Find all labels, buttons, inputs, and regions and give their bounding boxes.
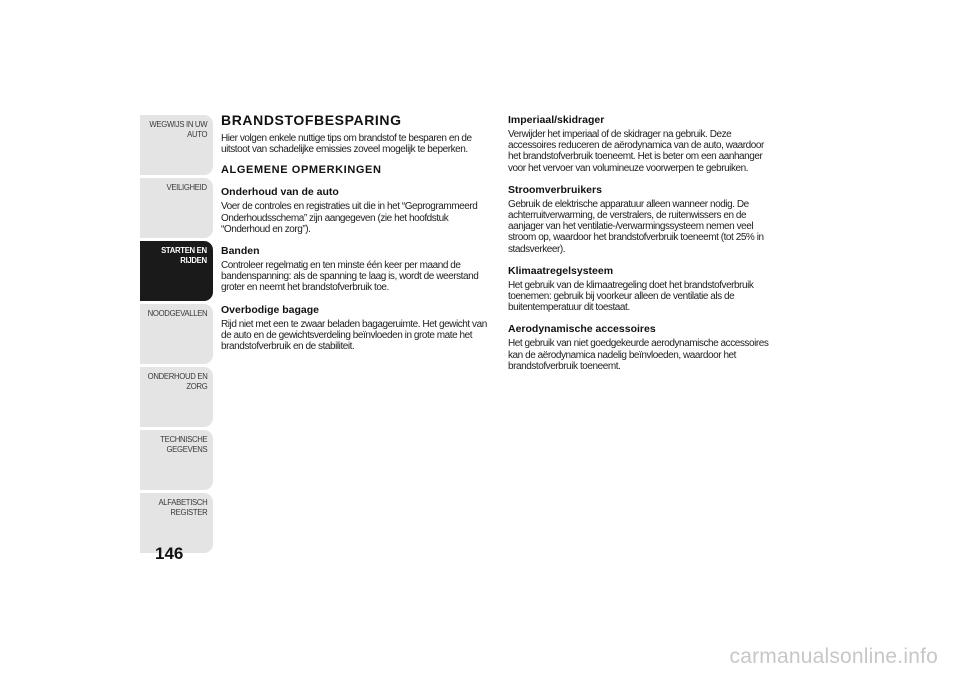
section-heading: Banden	[221, 245, 260, 258]
tab-technische-gegevens[interactable]	[140, 430, 213, 490]
tab-starten-en-rijden[interactable]	[140, 241, 213, 301]
section-heading: Klimaatregelsysteem	[508, 264, 614, 277]
tab-label: NOODGEVALLEN	[147, 308, 207, 318]
section-paragraph: Het gebruik van de klimaatregeling doet het brandstofverbruik toenemen: gebruik bij voorkeur alleen de ventilatie als de buitentemperatuur dit toestaat.	[508, 279, 754, 314]
tab-noodgevallen[interactable]	[140, 304, 213, 364]
tab-veiligheid[interactable]	[140, 178, 213, 238]
watermark-text: carmanualsonline.info	[729, 645, 938, 668]
tab-label: STARTEN EN RIJDEN	[161, 245, 207, 265]
tab-label: ONDERHOUD EN ZORG	[147, 371, 207, 391]
left-column	[221, 112, 491, 352]
right-column	[508, 112, 778, 372]
section-paragraph: Gebruik de elektrische apparatuur alleen wanneer nodig. De achterruitverwarming, de verstralers, de ruitenwissers en de aanjager van het ventilatie-/verwarmingssysteem nemen veel stroom op, waardoor het brandstofverbruik toeneemt (tot 25% in stadsverkeer).	[508, 198, 764, 255]
tab-onderhoud-en-zorg[interactable]	[140, 367, 213, 427]
tab-label: VEILIGHEID	[166, 182, 207, 192]
tab-label: ALFABETISCH REGISTER	[158, 497, 207, 517]
section-heading: Overbodige bagage	[221, 303, 320, 316]
section-heading: Stroomverbruikers	[508, 183, 602, 196]
section-heading: Onderhoud van de auto	[221, 186, 339, 199]
page-title: BRANDSTOFBESPARING	[221, 112, 402, 128]
section-paragraph: Controleer regelmatig en ten minste één keer per maand de bandenspanning: als de spanning te laag is, wordt de weerstand groter en neemt het brandstofverbruik toe.	[221, 260, 479, 294]
section-heading: Imperiaal/skidrager	[508, 114, 605, 126]
section-title: ALGEMENE OPMERKINGEN	[221, 164, 382, 177]
intro-paragraph: Hier volgen enkele nuttige tips om brandstof te besparen en de uitstoot van schadelijke emissies zoveel mogelijk te beperken.	[221, 133, 472, 156]
tab-label: TECHNISCHE GEGEVENS	[159, 434, 207, 454]
section-heading: Aerodynamische accessoires	[508, 323, 656, 336]
page-number: 146	[155, 544, 184, 563]
section-paragraph: Rijd niet met een te zwaar beladen bagageruimte. Het gewicht van de auto en de gewichtsverdeling beïnvloeden in grote mate het brandstofverbruik en de stabiliteit.	[221, 318, 487, 353]
section-paragraph: Verwijder het imperiaal of de skidrager na gebruik. Deze accessoires reduceren de aërodynamica van de auto, waardoor het brandstofverbruik toeneemt. Het is beter om een aanhanger voor het vervoer van volumineuze voorwerpen te gebruiken.	[508, 129, 764, 174]
section-paragraph: Voer de controles en registraties uit die in het “Geprogrammeerd Onderhoudsschema” zijn aangegeven (zie het hoofdstuk “Onderhoud en zorg”).	[221, 201, 478, 235]
section-paragraph: Het gebruik van niet goedgekeurde aerodynamische accessoires kan de aërodynamica nadelig beïnvloeden, waardoor het brandstofverbruik toeneemt.	[508, 338, 769, 372]
tab-wegwijs-in-uw-auto[interactable]	[140, 115, 213, 175]
tab-label: WEGWIJS IN UW AUTO	[149, 119, 207, 139]
